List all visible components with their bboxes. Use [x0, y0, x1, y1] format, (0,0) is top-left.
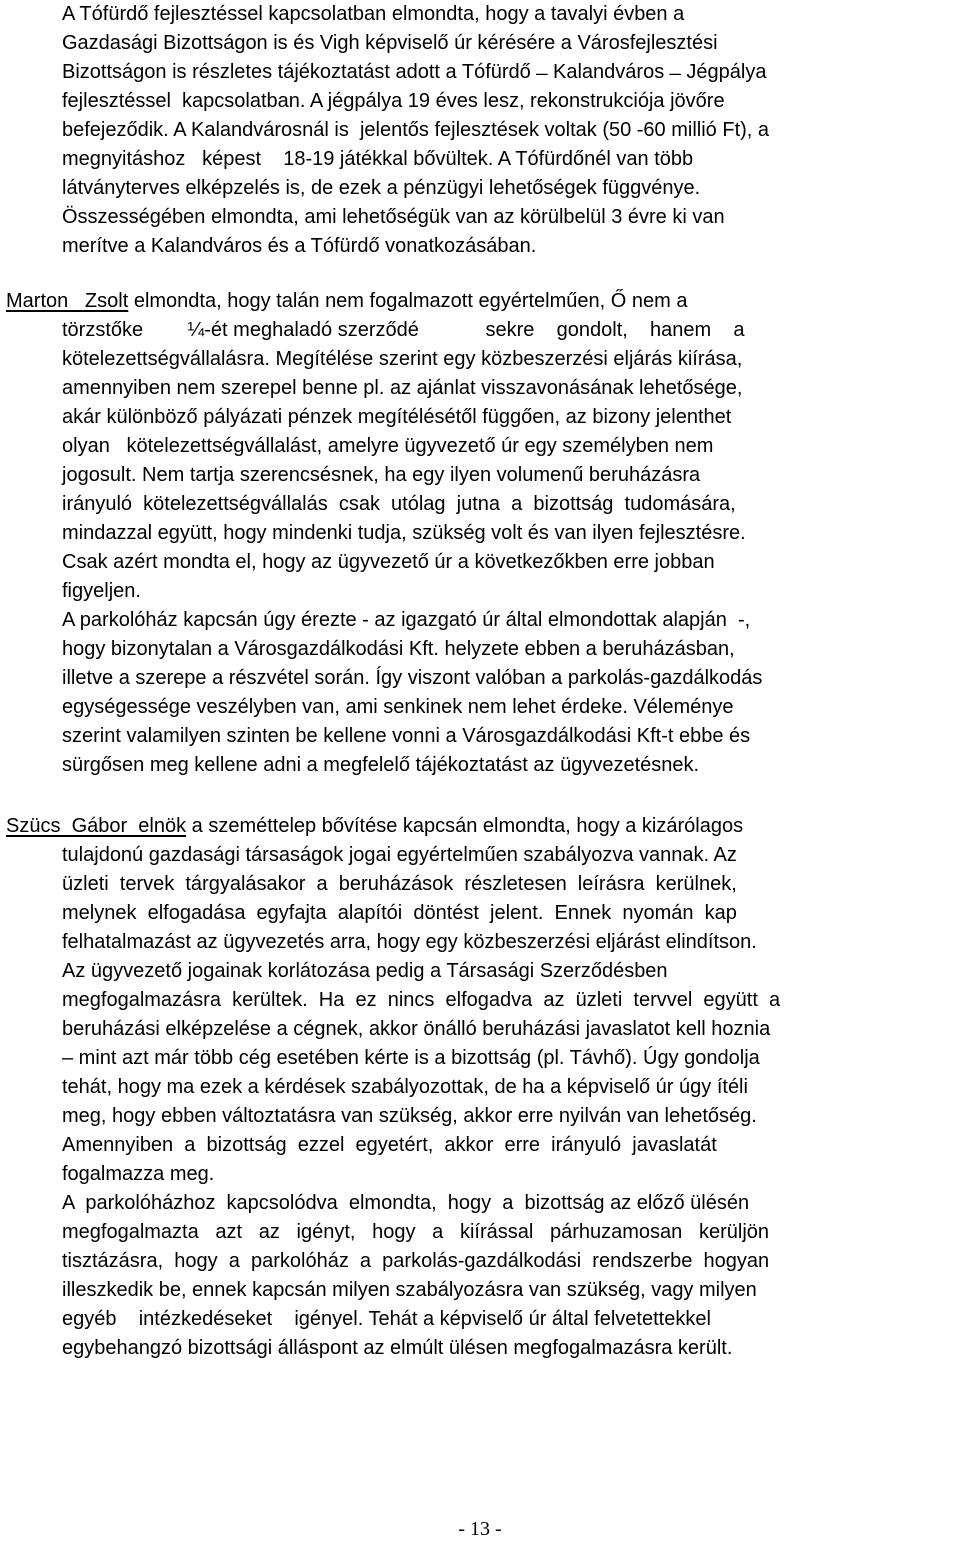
text-line: hogy bizonytalan a Városgazdálkodási Kft. helyzete ebben a beruházásban, [62, 638, 735, 660]
text-line: A parkolóház kapcsán úgy érezte - az igazgató úr által elmondottak alapján -, [62, 609, 751, 631]
text-line: Az ügyvezető jogainak korlátozása pedig a Társasági Szerződésben [62, 960, 668, 982]
text-line: fejlesztéssel kapcsolatban. A jégpálya 19 éves lesz, rekonstrukciója jövőre [62, 90, 725, 112]
page-number: - 13 - [458, 1518, 502, 1540]
text-line: egységessége veszélyben van, ami senkinek nem lehet érdeke. Véleménye [62, 696, 734, 718]
text-line: sürgősen meg kellene adni a megfelelő tájékoztatást az ügyvezetésnek. [62, 754, 700, 776]
text-line: illetve a szerepe a részvétel során. Így viszont valóban a parkolás-gazdálkodás [62, 667, 763, 689]
text-line: Gazdasági Bizottságon is és Vigh képviselő úr kérésére a Városfejlesztési [62, 32, 718, 54]
text-line: irányuló kötelezettségvállalás csak utólag jutna a bizottság tudomására, [62, 493, 736, 515]
speaker-name: Marton Zsolt [6, 290, 129, 312]
text-line: törzstőke ¼-ét meghaladó szerződé sekre gondolt, hanem a [62, 319, 745, 341]
text-line: szerint valamilyen szinten be kellene vonni a Városgazdálkodási Kft-t ebbe és [62, 725, 751, 747]
text-line-first [6, 287, 687, 316]
text-line: meg, hogy ebben változtatásra van szükség, akkor erre nyilván van lehetőség. [62, 1105, 757, 1127]
text-line: olyan kötelezettségvállalást, amelyre ügyvezető úr egy személyben nem [62, 435, 714, 457]
text-line: tisztázásra, hogy a parkolóház a parkolás-gazdálkodási rendszerbe hogyan [62, 1250, 770, 1272]
text-line: megnyitáshoz képest 18-19 játékkal bővültek. A Tófürdőnél van több [62, 148, 694, 170]
text-line: Amennyiben a bizottság ezzel egyetért, akkor erre irányuló javaslatát [62, 1134, 717, 1156]
text-line: Bizottságon is részletes tájékoztatást adott a Tófürdő ̶ Kalandváros ̶ Jégpálya [62, 61, 767, 83]
text-line: A Tófürdő fejlesztéssel kapcsolatban elmondta, hogy a tavalyi évben a [62, 3, 685, 25]
text-line: beruházási elképzelése a cégnek, akkor önálló beruházási javaslatot kell hoznia [62, 1018, 771, 1040]
text-line: A parkolóházhoz kapcsolódva elmondta, hogy a bizottság az előző ülésén [62, 1192, 750, 1214]
text-line-first [6, 812, 743, 841]
text-line: felhatalmazást az ügyvezetés arra, hogy egy közbeszerzési eljárást elindítson. [62, 931, 757, 953]
text-line: amennyiben nem szerepel benne pl. az ajánlat visszavonásának lehetősége, [62, 377, 743, 399]
text-line: megfogalmazásra kerültek. Ha ez nincs elfogadva az üzleti tervvel együtt a [62, 989, 781, 1011]
text-line: üzleti tervek tárgyalásakor a beruházások részletesen leírásra kerülnek, [62, 873, 737, 895]
text-run: elmondta, hogy talán nem fogalmazott egyértelműen, Ő nem a [128, 290, 688, 312]
text-line: melynek elfogadása egyfajta alapítói döntést jelent. Ennek nyomán kap [62, 902, 737, 924]
speaker-name: Szücs Gábor elnök [6, 815, 187, 837]
text-line: látványterves elképzelés is, de ezek a pénzügyi lehetőségek függvénye. [62, 177, 701, 199]
text-run: a szeméttelep bővítése kapcsán elmondta, hogy a kizárólagos [186, 815, 744, 837]
text-line: egyéb intézkedéseket igényel. Tehát a képviselő úr által felvetettekkel [62, 1308, 711, 1330]
text-line: Csak azért mondta el, hogy az ügyvezető úr a következőkben erre jobban [62, 551, 715, 573]
text-line: tehát, hogy ma ezek a kérdések szabályozottak, de ha a képviselő úr úgy ítéli [62, 1076, 748, 1098]
text-line: befejeződik. A Kalandvárosnál is jelentős fejlesztések voltak (50 -60 millió Ft), a [62, 119, 770, 141]
text-line: Összességében elmondta, ami lehetőségük van az körülbelül 3 évre ki van [62, 206, 725, 228]
text-line: jogosult. Nem tartja szerencsésnek, ha egy ilyen volumenű beruházásra [62, 464, 701, 486]
text-line: akár különböző pályázati pénzek megítélésétől függően, az bizony jelenthet [62, 406, 732, 428]
text-line: illeszkedik be, ennek kapcsán milyen szabályozásra van szükség, vagy milyen [62, 1279, 757, 1301]
text-line: megfogalmazta azt az igényt, hogy a kiírással párhuzamosan kerüljön [62, 1221, 770, 1243]
text-line: – mint azt már több cég esetében kérte is a bizottság (pl. Távhő). Úgy gondolja [62, 1047, 760, 1069]
text-line: figyeljen. [62, 580, 141, 602]
text-line: merítve a Kalandváros és a Tófürdő vonatkozásában. [62, 235, 537, 257]
text-line: kötelezettségvállalásra. Megítélése szerint egy közbeszerzési eljárás kiírása, [62, 348, 743, 370]
text-line: fogalmazza meg. [62, 1163, 215, 1185]
text-line: tulajdonú gazdasági társaságok jogai egyértelműen szabályozva vannak. Az [62, 844, 737, 866]
text-line: egybehangzó bizottsági álláspont az elmúlt ülésen megfogalmazásra került. [62, 1337, 733, 1359]
text-line: mindazzal együtt, hogy mindenki tudja, szükség volt és van ilyen fejlesztésre. [62, 522, 746, 544]
